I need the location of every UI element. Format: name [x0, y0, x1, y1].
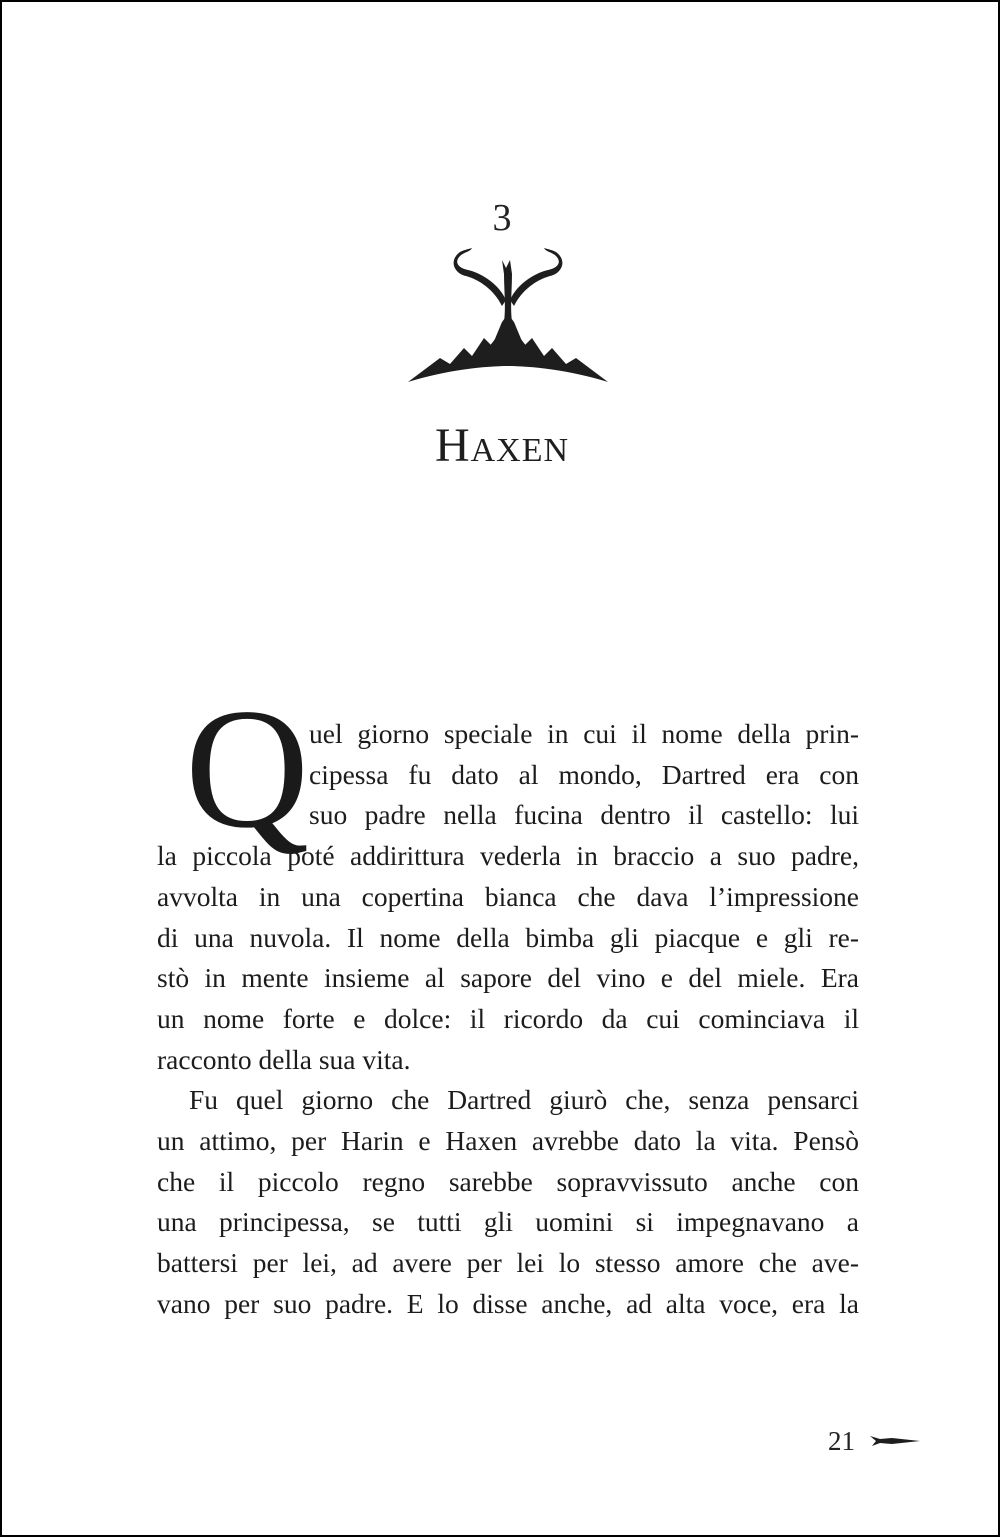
chapter-body — [157, 674, 859, 1325]
text-line: battersi per lei, ad avere per lei lo stesso amore che ave- — [157, 1247, 859, 1279]
text-line: vano per suo padre. E lo disse anche, ad alta voce, era la — [157, 1287, 859, 1319]
chapter-number: 3 — [492, 197, 512, 239]
text-line: una principessa, se tutti gli uomini si impegnavano a — [157, 1206, 859, 1238]
chapter-title: Haxen — [434, 419, 570, 472]
tree-mountain-ornament-icon — [406, 230, 610, 386]
arrow-ornament-icon — [870, 1434, 922, 1448]
text-line: un attimo, per Harin e Haxen avrebbe dato la vita. Pensò — [157, 1125, 859, 1157]
text-line: la piccola poté addirittura vederla in braccio a suo padre, — [157, 840, 859, 872]
text-line: cipessa fu dato al mondo, Dartred era con — [309, 758, 859, 790]
text-line: racconto della sua vita. — [157, 1043, 411, 1075]
text-line: Fu quel giorno che Dartred giurò che, senza pensarci — [189, 1084, 859, 1116]
paragraph-1 — [157, 674, 859, 1080]
paragraph-2 — [157, 1080, 859, 1324]
text-line: che il piccolo regno sarebbe sopravvissuto anche con — [157, 1165, 859, 1197]
drop-cap: Q — [185, 674, 310, 864]
text-line: di una nuvola. Il nome della bimba gli piacque e gli re- — [157, 921, 859, 953]
text-line: stò in mente insieme al sapore del vino e del miele. Era — [157, 962, 859, 994]
text-line: uel giorno speciale in cui il nome della prin- — [309, 718, 859, 749]
text-line: un nome forte e dolce: il ricordo da cui cominciava il — [157, 1002, 859, 1034]
text-line: suo padre nella fucina dentro il castello: lui — [309, 799, 859, 831]
page-number: 21 — [828, 1426, 855, 1456]
text-line: avvolta in una copertina bianca che dava l’impressione — [157, 880, 859, 912]
